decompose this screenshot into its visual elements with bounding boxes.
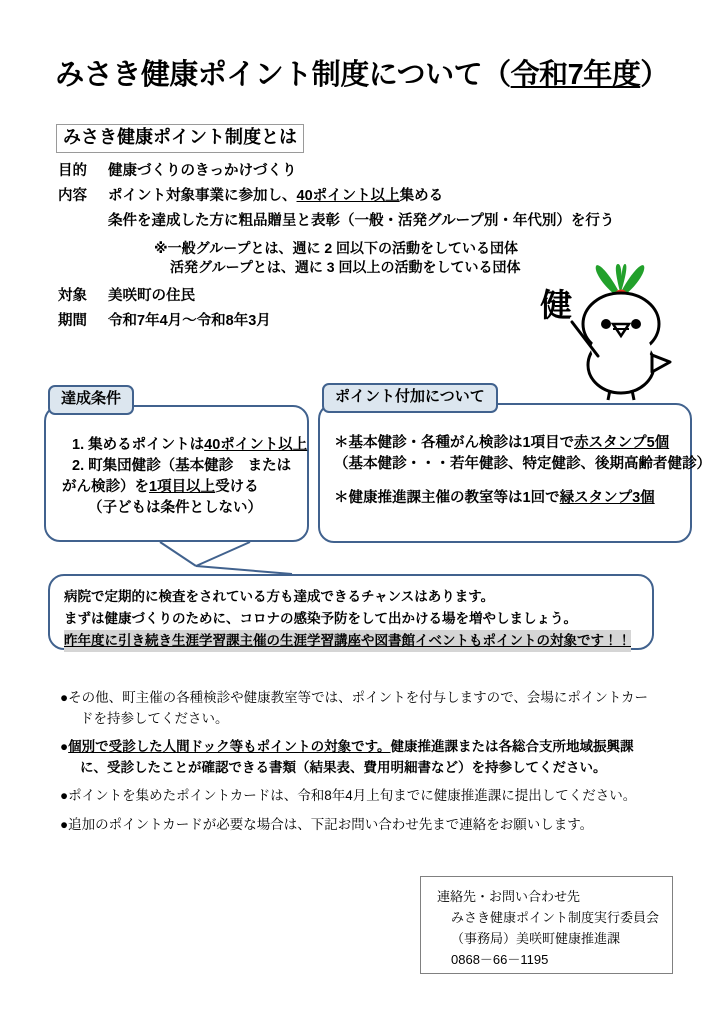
list-item bbox=[60, 786, 680, 807]
point-allocation-box bbox=[318, 403, 711, 543]
achievement-conditions-box bbox=[44, 405, 309, 542]
intro-content-post: 集める bbox=[399, 187, 444, 204]
achieve-line-3-post: 受ける bbox=[215, 479, 259, 496]
intro-row-content bbox=[58, 189, 658, 205]
list-item bbox=[60, 815, 680, 836]
bullet-text: 健康推進課または各総合支所地域振興課 bbox=[390, 739, 634, 755]
encouragement-message-box bbox=[48, 574, 654, 650]
points-line-3 bbox=[334, 488, 711, 509]
notes-list bbox=[60, 688, 680, 843]
points-spacer bbox=[334, 475, 711, 488]
bullet-continuation: に、受診したことが確認できる書類（結果表、費用明細書など）を持参してください。 bbox=[80, 759, 607, 775]
achieve-line-4: （子どもは条件としない） bbox=[88, 500, 262, 517]
intro-content-pre: ポイント対象事業に参加し、 bbox=[108, 187, 297, 204]
bullet-marker: ● bbox=[60, 788, 69, 804]
achieve-line-3-pre: がん検診）を bbox=[62, 479, 149, 496]
section-heading: みさき健康ポイント制度とは bbox=[56, 124, 304, 153]
contact-organization: みさき健康ポイント制度実行委員会 bbox=[451, 910, 660, 926]
points-line-3-green-stamp: 緑スタンプ3個 bbox=[559, 490, 655, 507]
mascot-character bbox=[530, 252, 705, 404]
point-allocation-text bbox=[334, 433, 711, 509]
achieve-line-1-points: 40ポイント以上 bbox=[204, 437, 308, 453]
bullet-text-underlined: 個別で受診した人間ドック等もポイントの対象です。 bbox=[68, 739, 391, 755]
mascot-label: 健 bbox=[540, 287, 573, 323]
mascot-leaf-left bbox=[596, 265, 618, 294]
bullet-marker: ● bbox=[60, 816, 69, 832]
intro-note-general-group: ※一般グループとは、週に 2 回以下の活動をしている団体 bbox=[154, 239, 519, 256]
achieve-line-1 bbox=[62, 435, 307, 456]
contact-department: （事務局）美咲町健康推進課 bbox=[451, 931, 621, 947]
contact-box bbox=[420, 876, 673, 974]
message-line-2: まずは健康づくりのために、コロナの感染予防をして出かける場を増やしましょう。 bbox=[64, 610, 577, 626]
intro-content-second-line: 条件を達成した方に粗品贈呈と表彰（一般・活発グループ別・年代別）を行う bbox=[108, 212, 615, 229]
mascot-foot-left bbox=[608, 390, 610, 400]
bullet-text: その他、町主催の各種検診や健康教室等では、ポイントを付与しますので、会場にポイントカー bbox=[68, 690, 648, 705]
contact-phone: 0868－66－1195 bbox=[451, 952, 549, 968]
intro-content-points: 40ポイント以上 bbox=[296, 187, 400, 204]
achieve-line-2: 2. 町集団健診（基本健診 または bbox=[72, 458, 292, 475]
achieve-line-3 bbox=[62, 477, 307, 498]
point-allocation-tab: ポイント付加について bbox=[322, 383, 498, 413]
bullet-text: ポイントを集めたポイントカードは、令和8年4月上旬までに健康推進課に提出してください。 bbox=[68, 788, 637, 804]
intro-value-period: 令和7年4月～令和8年3月 bbox=[108, 312, 271, 329]
page-title-close: ） bbox=[640, 59, 669, 91]
points-line-3-pre: ＊健康推進課主催の教室等は1回で bbox=[334, 490, 560, 507]
list-item bbox=[60, 688, 680, 729]
mascot-wing-right bbox=[652, 355, 670, 372]
message-line-3-highlighted: 昨年度に引き続き生涯学習課主催の生涯学習講座や図書館イベントもポイントの対象です！！ bbox=[64, 630, 631, 652]
achieve-line-1-pre: 1. 集めるポイントは bbox=[72, 437, 205, 453]
intro-row-purpose bbox=[58, 164, 658, 180]
bullet-marker: ● bbox=[60, 739, 69, 755]
intro-label-target: 対象 bbox=[58, 287, 87, 304]
intro-note-active-group: 活発グループとは、週に 3 回以上の活動をしている団体 bbox=[170, 258, 521, 275]
page-title bbox=[0, 52, 724, 93]
page-title-year: 令和7年度 bbox=[510, 59, 641, 91]
bullet-text: 追加のポイントカードが必要な場合は、下記お問い合わせ先まで連絡をお願いします。 bbox=[68, 816, 594, 832]
points-line-2: （基本健診・・・若年健診、特定健診、後期高齢者健診） bbox=[334, 456, 711, 473]
list-item bbox=[60, 737, 680, 778]
contact-heading: 連絡先・お問い合わせ先 bbox=[437, 889, 581, 904]
points-line-1-red-stamp: 赤スタンプ5個 bbox=[574, 435, 670, 451]
bullet-continuation: ドを持参してください。 bbox=[80, 710, 229, 726]
message-line-1: 病院で定期的に検査をされている方も達成できるチャンスはあります。 bbox=[64, 589, 495, 604]
points-line-1 bbox=[334, 433, 711, 454]
encouragement-message-text bbox=[64, 586, 631, 652]
mascot-foot-right bbox=[632, 390, 634, 400]
intro-label-content: 内容 bbox=[58, 187, 87, 204]
achievement-conditions-tab: 達成条件 bbox=[48, 385, 134, 415]
achievement-conditions-text bbox=[62, 435, 307, 519]
page-title-main: みさき健康ポイント制度について（ bbox=[55, 59, 511, 91]
intro-label-purpose: 目的 bbox=[58, 163, 87, 179]
intro-value-purpose: 健康づくりのきっかけづくり bbox=[108, 163, 297, 179]
intro-value-content bbox=[108, 189, 658, 205]
bullet-marker: ● bbox=[60, 690, 69, 705]
mascot-eye-left bbox=[601, 319, 611, 329]
intro-value-target: 美咲町の住民 bbox=[108, 287, 195, 304]
mascot-eye-right bbox=[631, 319, 641, 329]
points-line-1-pre: ＊基本健診・各種がん検診は1項目で bbox=[334, 435, 575, 451]
intro-label-period: 期間 bbox=[58, 312, 87, 329]
achieve-line-3-items: 1項目以上 bbox=[149, 479, 216, 496]
